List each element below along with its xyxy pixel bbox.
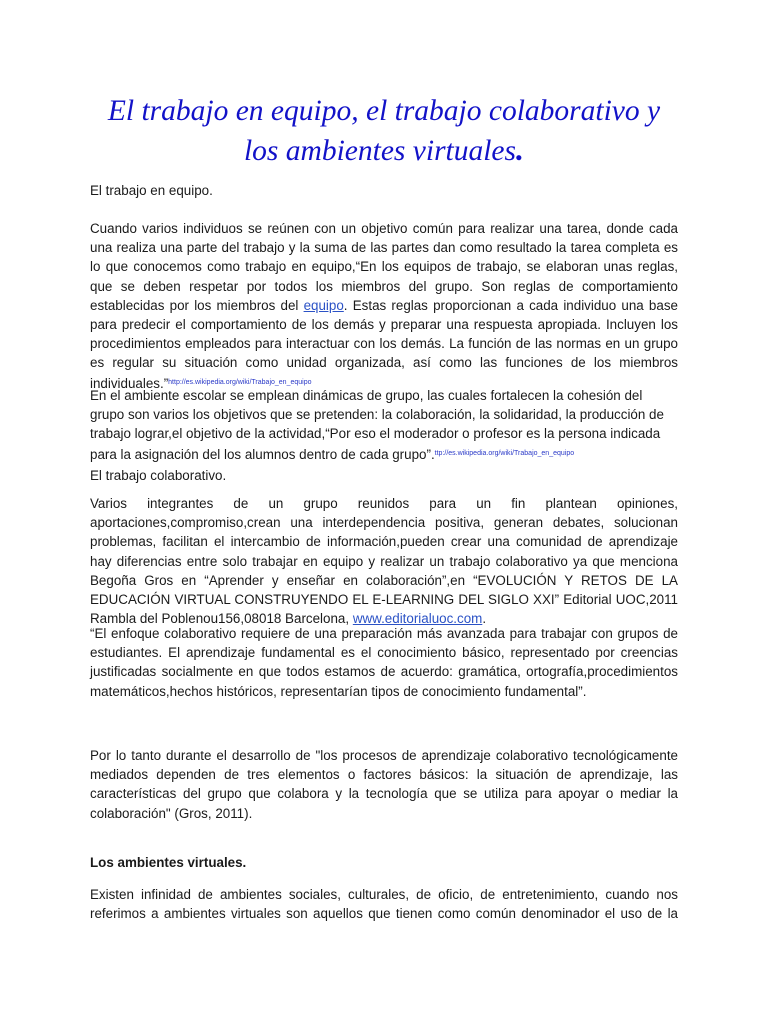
title-period: .: [516, 131, 525, 167]
equipo-link[interactable]: equipo: [303, 297, 344, 313]
paragraph-text: Cuando varios individuos se reúnen con un objetivo común para realizar una tarea, donde cada una realiza una parte del trabajo y la suma de las partes dan como resultado la tarea completa es lo que conocemos como trabajo en equipo,“En los equipos de trabajo, se elaboran unas reglas, que se deben respetar por todos los miembros del grupo. Son reglas de comportamiento establecidas por los miembros del: [90, 221, 678, 313]
heading-ambientes-virtuales: Los ambientes virtuales.: [90, 855, 247, 870]
title-line-2: los ambientes virtuales: [243, 135, 517, 167]
paragraph-trabajo-en-equipo: [90, 219, 678, 393]
paragraph-trabajo-colaborativo: [90, 494, 678, 628]
paragraph-text: Varios integrantes de un grupo reunidos para un fin plantean opiniones, aportaciones,compromiso,crean una interdependencia positiva, generan debates, solucionan problemas, facilitan el intercambio de información,pueden crear una comunidad de aprendizaje hay diferencias entre solo trabajar en equipo y realizar un trabajo colaborativo ya que menciona Begoña Gros en “Aprender y enseñar en colaboración”,en “EVOLUCIÓN Y RETOS DE LA EDUCACIÓN VIRTUAL CONSTRUYENDO EL E-LEARNING DEL SIGLO XXI” Editorial UOC,2011 Rambla del Poblenou156,08018 Barcelona,: [90, 496, 678, 627]
paragraph-ambientes-virtuales: Existen infinidad de ambientes sociales, culturales, de oficio, de entretenimiento, cuando nos referimos a ambientes virtuales son aquellos que tienen como común denominador el uso de la: [90, 887, 678, 922]
document-title: [60, 92, 708, 170]
heading-trabajo-en-equipo: El trabajo en equipo.: [90, 183, 213, 198]
paragraph-enfoque-colaborativo: “El enfoque colaborativo requiere de una preparación más avanzada para trabajar con grupos de estudiantes. El aprendizaje fundamental es el conocimiento básico, representado por creencias justificadas socialmente en que todos estamos de acuerdo: gramática, ortografía,procedimientos matemáticos,hechos históricos, representarían tipos de conocimiento fundamental”.: [90, 626, 678, 699]
editorialuoc-link[interactable]: www.editorialuoc.com: [352, 611, 483, 627]
paragraph-procesos-aprendizaje: Por lo tanto durante el desarrollo de "los procesos de aprendizaje colaborativo tecnológicamente mediados dependen de tres elementos o factores básicos: la situación de aprendizaje, las características del grupo que colabora y la tecnología que se utiliza para apoyar o mediar la colaboración" (Gros, 2011).: [90, 748, 678, 821]
paragraph-text: En el ambiente escolar se emplean dinámicas de grupo, las cuales fortalecen la cohesión del grupo son varios los objetivos que se pretenden: la colaboración, la solidaridad, la producción de trabajo lograr,el objetivo de la actividad,“Por eso el moderador o profesor es la persona indicada para la asignación del los alumnos dentro de cada grupo”.: [90, 388, 664, 462]
paragraph-ambiente-escolar: [90, 386, 678, 464]
paragraph-text: . Estas reglas proporcionan a cada individuo una base para predecir el comportamiento de los demás y preparar una respuesta apropiada. Incluyen los procedimientos empleados para interactuar con los demás. La función de las normas en un grupo es regular su situación como unidad organizada, así como las funciones de los miembros individuales.”: [90, 297, 678, 391]
title-line-1: El trabajo en equipo, el trabajo colaborativo y: [107, 95, 661, 127]
paragraph-end: .: [482, 611, 487, 627]
wikipedia-reference-link[interactable]: ttp://es.wikipedia.org/wiki/Trabajo_en_equipo: [434, 449, 575, 457]
heading-trabajo-colaborativo: El trabajo colaborativo.: [90, 468, 227, 483]
wikipedia-reference-link[interactable]: http://es.wikipedia.org/wiki/Trabajo_en_equipo: [168, 378, 312, 386]
